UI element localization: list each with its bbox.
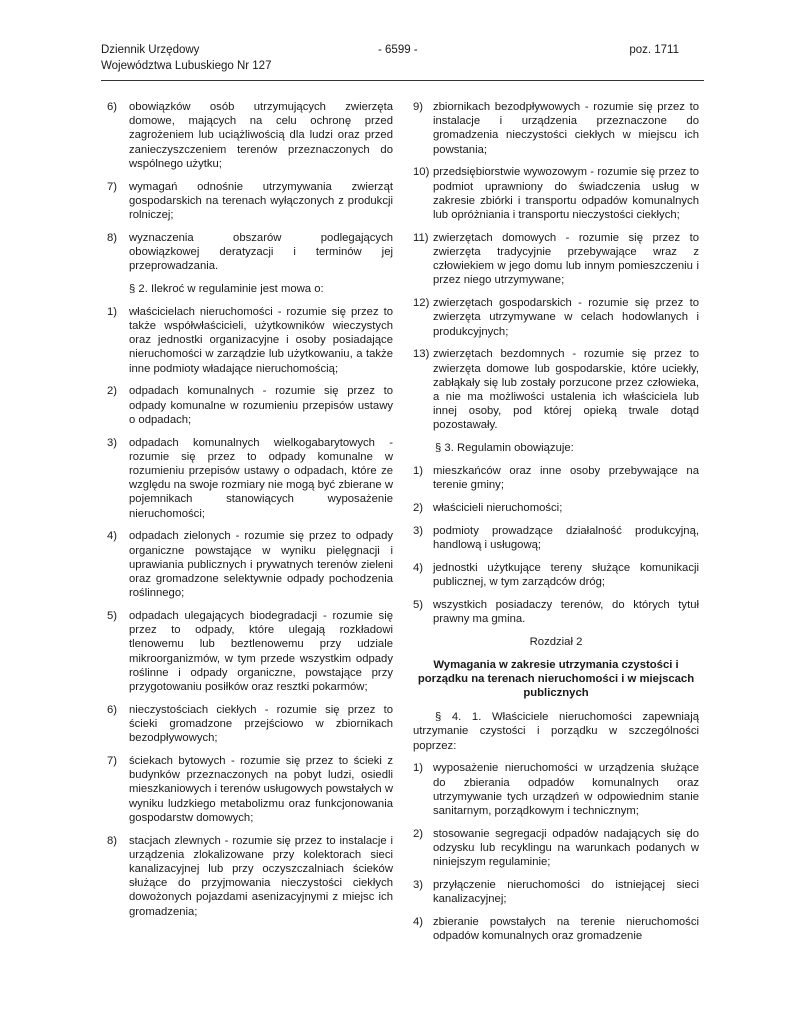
- list-item: [413, 464, 699, 492]
- left-column: [107, 100, 393, 927]
- list-item: [107, 231, 393, 274]
- position-number: poz. 1711: [629, 44, 679, 56]
- list-item: [107, 529, 393, 600]
- list-item: [107, 703, 393, 746]
- list-item-number: 1): [413, 465, 424, 478]
- list-item: [413, 501, 699, 515]
- list-item: [413, 761, 699, 818]
- list-item-text: zbiornikach bezodpływowych - rozumie się przez to instalacje i urządzenia przeznaczone do gromadzenia nieczystości ciekłych w miejscu ich powstania;: [433, 101, 699, 156]
- list-item: [413, 524, 699, 552]
- list-item-number: 8): [107, 231, 118, 244]
- list-item: [413, 100, 699, 157]
- list-item: [413, 915, 699, 943]
- list-item-text: zwierzętach gospodarskich - rozumie się przez to zwierzęta utrzymywane w celach hodowlanych i produkcyjnych;: [433, 297, 699, 338]
- list-item-text: podmioty prowadzące działalność produkcyjną, handlową i usługową;: [433, 524, 699, 552]
- list-item-text: jednostki użytkujące tereny służące komunikacji publicznej, w tym zarządców dróg;: [433, 561, 699, 589]
- list-item: [413, 827, 699, 870]
- list-item-text: właścicielach nieruchomości - rozumie się przez to także współwłaścicieli, użytkowników wieczystych oraz jednostki organizacyjne i osoby posiadające nieruchomości w zarządzie lub użytkowaniu, a także inne podmioty władające nieruchomością;: [129, 305, 393, 375]
- list-item-text: ściekach bytowych - rozumie się przez to ścieki z budynków przeznaczonych na pobyt ludzi, osiedli mieszkaniowych i terenów usługowych powstałych w wyniku ludzkiego metabolizmu oraz funkcjonowania gospodarstw domowych;: [129, 755, 393, 824]
- list-item-number: 9): [413, 101, 424, 113]
- list-item-number: 6): [107, 703, 118, 716]
- list-item: [107, 100, 393, 171]
- list-item-number: 4): [413, 561, 424, 574]
- list-item-text: odpadach ulegających biodegradacji - rozumie się przez to odpady, które ulegają rozkładowi tlenowemu lub beztlenowemu przy udziale mikroorganizmów, w tym przede wszystkim odpady roślinne i odpady organiczne, powstające przy przygotowaniu posiłków oraz resztki pokarmów;: [129, 610, 393, 694]
- list-item: [413, 231, 699, 288]
- list-item-number: 11): [413, 231, 429, 244]
- section-4-intro: § 4. 1. Właściciele nieruchomości zapewniają utrzymanie czystości i porządku w szczególności poprzez:: [413, 711, 699, 752]
- list-item: [413, 165, 699, 222]
- list-item-text: wszystkich posiadaczy terenów, do których tytuł prawny ma gmina.: [433, 598, 699, 626]
- list-item: [413, 561, 699, 589]
- list-item-number: 5): [107, 610, 118, 623]
- list-item-number: 8): [107, 834, 118, 847]
- list-item-number: 13): [413, 348, 430, 361]
- list-item-number: 2): [107, 385, 118, 398]
- list-item-number: 2): [413, 827, 424, 840]
- list-item-text: zbieranie powstałych na terenie nieruchomości odpadów komunalnych oraz gromadzenie: [433, 916, 699, 943]
- list-item-number: 3): [107, 436, 118, 449]
- list-item: [413, 878, 699, 906]
- page-header: [101, 42, 705, 82]
- list-item-number: 2): [413, 502, 424, 515]
- list-item-number: 7): [107, 755, 118, 768]
- list-item-number: 12): [413, 297, 430, 310]
- list-item-number: 10): [413, 166, 430, 179]
- page-number: - 6599 -: [378, 44, 418, 56]
- list-item-text: mieszkańców oraz inne osoby przebywające na terenie gminy;: [433, 465, 699, 492]
- list-item: [107, 305, 393, 376]
- journal-title: [101, 42, 271, 74]
- list-item: [107, 754, 393, 825]
- list-item-text: wyznaczenia obszarów podlegających obowiązkowej deratyzacji i terminów jej przeprowadzania.: [129, 231, 393, 273]
- list-item: [107, 384, 393, 427]
- list-item-text: nieczystościach ciekłych - rozumie się przez to ścieki gromadzone przejściowo w zbiornikach bezodpływowych;: [129, 703, 393, 745]
- list-item-text: wymagań odnośnie utrzymywania zwierząt gospodarskich na terenach wyłączonych z produkcji rolniczej;: [129, 180, 393, 222]
- right-column: [413, 100, 699, 952]
- list-item-number: 3): [413, 524, 424, 537]
- list-item: [413, 296, 699, 339]
- list-item-text: zwierzętach domowych - rozumie się przez to zwierzęta tradycyjnie przebywające wraz z człowiekiem w jego domu lub innym pomieszczeniu i przez niego utrzymywane;: [433, 231, 699, 287]
- list-item-number: 1): [107, 305, 118, 318]
- list-item: [413, 598, 699, 626]
- header-divider: [101, 80, 704, 81]
- list-item-text: przyłączenie nieruchomości do istniejącej sieci kanalizacyjnej;: [433, 879, 699, 906]
- list-item-text: właścicieli nieruchomości;: [433, 502, 563, 515]
- list-item-text: stosowanie segregacji odpadów nadających się do odzysku lub recyklingu na warunkach podanych w niniejszym regulaminie;: [433, 827, 699, 869]
- list-item-text: odpadach zielonych - rozumie się przez to odpady organiczne powstające w wyniku pielęgnacji i uprawiania publicznych i prywatnych terenów zieleni oraz gromadzone selektywnie odpady pochodzenia roślinnego;: [129, 530, 393, 600]
- journal-title-line1: Dziennik Urzędowy: [101, 44, 200, 56]
- section-2-intro: § 2. Ilekroć w regulaminie jest mowa o:: [129, 283, 324, 296]
- section-3-intro: § 3. Regulamin obowiązuje:: [435, 442, 574, 455]
- journal-title-line2: Województwa Lubuskiego Nr 127: [101, 60, 272, 72]
- list-item-number: 3): [413, 879, 424, 892]
- list-item-text: stacjach zlewnych - rozumie się przez to instalacje i urządzenia zlokalizowane przy kolektorach sieci kanalizacyjnej lub przy oczyszczalniach ścieków służące do przyjmowania nieczystości ciekłych dowożonych pojazdami asenizacyjnymi z miejsc ich gromadzenia;: [129, 834, 393, 918]
- list-item: [107, 436, 393, 521]
- list-item: [107, 609, 393, 694]
- list-item: [413, 347, 699, 432]
- chapter-heading: Rozdział 2: [529, 635, 583, 648]
- list-item-text: wyposażenie nieruchomości w urządzenia służące do zbierania odpadów komunalnych oraz utrzymywanie tych urządzeń w odpowiednim stanie sanitarnym, porządkowym i technicznym;: [433, 762, 699, 818]
- list-item-text: przedsiębiorstwie wywozowym - rozumie się przez to podmiot uprawniony do świadczenia usług w zakresie zbiórki i transportu odpadów komunalnych lub opróżniania i transportu nieczystości ciekłych;: [433, 166, 699, 222]
- list-item-number: 1): [413, 762, 424, 775]
- list-item: [107, 834, 393, 919]
- list-item-number: 4): [107, 530, 118, 543]
- list-item-number: 4): [413, 916, 424, 929]
- list-item-text: odpadach komunalnych - rozumie się przez to odpady komunalne w rozumieniu przepisów ustawy o odpadach;: [129, 385, 393, 426]
- chapter-title: Wymagania w zakresie utrzymania czystości i porządku na terenach nieruchomości i w miejscach publicznych: [417, 658, 695, 700]
- list-item-number: 5): [413, 598, 424, 611]
- list-item: [107, 180, 393, 223]
- list-item-number: 7): [107, 180, 118, 193]
- list-item-number: 6): [107, 101, 118, 113]
- list-item-text: odpadach komunalnych wielkogabarytowych - rozumie się przez to odpady komunalne w rozumieniu przepisów ustawy o odpadach, które ze względu na swoje rozmiary nie mogą być zbierane w pojemnikach stanowiących wyposażenie nieruchomości;: [129, 436, 393, 520]
- list-item-text: obowiązków osób utrzymujących zwierzęta domowe, mających na celu ochronę przed zagrożeniem lub uciążliwością dla ludzi oraz przed zanieczyszczeniem terenów przeznaczonych do wspólnego użytku;: [129, 101, 393, 170]
- list-item-text: zwierzętach bezdomnych - rozumie się przez to zwierzęta domowe lub gospodarskie, które uciekły, zabłąkały się lub zostały porzucone przez człowieka, a nie ma możliwości ustalenia ich właściciela lub innej osoby, pod której opieką trwale dotąd pozostawały.: [433, 348, 699, 432]
